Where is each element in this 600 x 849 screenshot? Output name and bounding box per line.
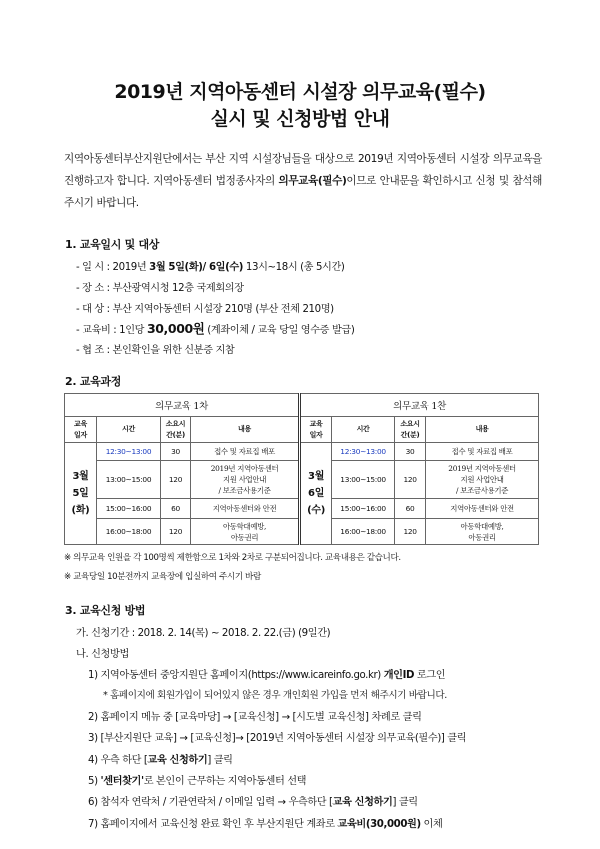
apply-method: 나. 신청방법 (76, 649, 129, 660)
step-5-rest: 로 본인이 근무하는 지역아동센터 선택 (143, 776, 307, 787)
step-6-bold: 교육 신청하기 (332, 797, 393, 808)
schedule-table (64, 393, 539, 545)
content-cell (426, 461, 539, 499)
step-1 (88, 666, 445, 681)
day1-date (65, 443, 97, 545)
col-day (65, 417, 97, 443)
duration-cell: 120 (161, 461, 191, 499)
col-content-b: 내용 (426, 417, 539, 443)
col-day-b1: 교육 (309, 419, 323, 428)
col-time: 시간 (97, 417, 161, 443)
section2-heading: 2. 교육과정 (65, 375, 122, 388)
date-bold: 3월 5일(화)/ 6일(수) (149, 262, 244, 273)
col-time-b: 시간 (332, 417, 395, 443)
step-1-text: 1) 지역아동센터 중앙지원단 홈페이지(https://www.icareinfo.go.kr) (88, 670, 384, 681)
date-rest: 13시~18시 (총 5시간) (243, 262, 345, 273)
time-cell: 16:00~18:00 (332, 519, 395, 545)
step-4-bold: 교육 신청하기 (147, 755, 208, 766)
content-cell (191, 519, 300, 545)
day2-month: 3월 (308, 471, 325, 482)
duration-cell: 120 (395, 519, 426, 545)
document-title-line1: 2019년 지역아동센터 시설장 의무교육(필수) (114, 81, 486, 103)
time-cell: 12:30~13:00 (97, 443, 161, 461)
step-6 (88, 793, 418, 808)
step-5-bold: '센터찾기' (100, 776, 144, 787)
content-line: 2019년 지역아동센터 (210, 464, 279, 473)
date-label: - 일 시 : 2019년 (76, 262, 150, 273)
content-line: 2019년 지역아동센터 (448, 464, 516, 473)
intro-text-1: 지역아동센터부산지원단에서는 부산 지역 시설장님들을 대상으로 2019년 지역아동센터 시설장 의무교육을 진행하고자 합니다. 지역아동센터 법정종사자의 (64, 153, 542, 187)
col-day-1: 교육 (74, 419, 87, 428)
step-6-rest: ] 클릭 (392, 797, 418, 808)
document-title-line2: 실시 및 신청방법 안내 (210, 108, 390, 130)
content-line: 아동권리 (230, 532, 259, 542)
step-4-rest: ] 클릭 (207, 755, 233, 766)
content-line: 아동권리 (468, 532, 496, 542)
col-dur-1: 소요시 (165, 419, 186, 428)
col-dur-b (395, 417, 426, 443)
step-5 (88, 772, 306, 787)
day1-month: 3월 (72, 471, 89, 482)
coop-line: - 협 조 : 본인확인을 위한 신분증 지참 (76, 345, 235, 356)
content-cell: 지역아동센터와 안전 (191, 499, 300, 519)
content-cell: 지역아동센터와 안전 (426, 499, 539, 519)
table-row (65, 443, 539, 461)
step-7-text: 7) 홈페이지에서 교육신청 완료 확인 후 부산지원단 계좌로 (88, 819, 338, 830)
col-dur-b1: 소요시 (400, 419, 420, 428)
day1-title: 의무교육 1차 (65, 394, 300, 417)
fee-rest: (계좌이체 / 교육 당일 영수증 발급) (204, 325, 355, 336)
target-line: - 대 상 : 부산 지역아동센터 시설장 210명 (부산 전체 210명) (76, 304, 334, 315)
duration-cell: 120 (395, 461, 426, 499)
day2-date (300, 443, 332, 545)
col-dur-b2: 간(분) (400, 430, 420, 439)
col-dur (161, 417, 191, 443)
col-dur-2: 간(분) (166, 430, 185, 439)
intro-paragraph (64, 148, 542, 214)
content-line: / 보조금사용기준 (456, 486, 509, 495)
fee-line (76, 319, 354, 337)
day1-weekday: (화) (71, 505, 90, 516)
step-5-text: 5) (88, 776, 101, 787)
time-cell: 16:00~18:00 (97, 519, 161, 545)
date-line (76, 258, 345, 273)
section3-heading: 3. 교육신청 방법 (65, 604, 146, 617)
fee-bold: 30,000원 (146, 321, 205, 336)
step-4-text: 4) 우측 하단 [ (88, 755, 148, 766)
time-cell: 13:00~15:00 (97, 461, 161, 499)
content-line: 아동학대예방, (222, 521, 267, 531)
duration-cell: 60 (161, 499, 191, 519)
time-cell: 15:00~16:00 (97, 499, 161, 519)
step-1-note: * 홈페이지에 회원가입이 되어있지 않은 경우 개인회원 가입을 먼저 해주시기 바랍니다. (103, 690, 447, 701)
duration-cell: 30 (161, 443, 191, 461)
place-line: - 장 소 : 부산광역시청 12층 국제회의장 (76, 283, 244, 294)
note-1: ※ 의무교육 인원을 각 100명씩 제한함으로 1차와 2차로 구분되어집니다. 교육내용은 같습니다. (64, 553, 401, 563)
col-day-b (300, 417, 332, 443)
step-1-rest: 로그인 (414, 670, 446, 681)
step-7-bold: 교육비(30,000원) (337, 819, 421, 830)
intro-bold: 의무교육(필수) (278, 175, 347, 187)
apply-period: 가. 신청기간 : 2018. 2. 14(목) ~ 2018. 2. 22.(금) (9일간) (76, 628, 331, 639)
step-7 (88, 815, 442, 830)
day1-day: 5일 (72, 488, 89, 499)
step-6-text: 6) 참석자 연락처 / 기관연락처 / 이메일 입력 → 우측하단 [ (88, 797, 333, 808)
step-2: 2) 홈페이지 메뉴 중 [교육마당] → [교육신청] → [시도별 교육신청] 차례로 클릭 (88, 712, 422, 723)
content-cell (426, 519, 539, 545)
fee-label: - 교육비 : 1인당 (76, 325, 147, 336)
content-cell (191, 461, 300, 499)
time-cell: 12:30~13:00 (332, 443, 395, 461)
duration-cell: 30 (395, 443, 426, 461)
time-cell: 13:00~15:00 (332, 461, 395, 499)
day2-title: 의무교육 1찬 (300, 394, 539, 417)
day2-day: 6일 (308, 488, 325, 499)
step-7-rest: 이체 (420, 819, 443, 830)
duration-cell: 60 (395, 499, 426, 519)
content-cell: 접수 및 자료집 배포 (426, 443, 539, 461)
note-2: ※ 교육당일 10분전까지 교육장에 입실하여 주시기 바람 (64, 572, 261, 582)
day2-weekday: (수) (307, 505, 325, 516)
col-day-2: 일자 (74, 430, 87, 439)
content-line: 지원 사업안내 (222, 475, 267, 484)
time-cell: 15:00~16:00 (332, 499, 395, 519)
step-3: 3) [부산지원단 교육] → [교육신청]→ [2019년 지역아동센터 시설장 의무교육(필수)] 클릭 (88, 733, 467, 744)
content-line: / 보조금사용기준 (218, 486, 271, 495)
step-4 (88, 751, 233, 766)
col-content: 내용 (191, 417, 300, 443)
content-line: 지원 사업안내 (460, 475, 504, 484)
section1-heading: 1. 교육일시 및 대상 (65, 238, 160, 251)
col-day-b2: 일자 (309, 430, 323, 439)
intro-text-2: 이므로 안내문을 확인하시고 신청 및 참석해주시기 바랍니다. (64, 175, 542, 209)
content-cell: 접수 및 자료집 배포 (191, 443, 300, 461)
content-line: 아동학대예방, (460, 521, 504, 531)
duration-cell: 120 (161, 519, 191, 545)
step-1-bold: 개인ID (383, 670, 415, 681)
